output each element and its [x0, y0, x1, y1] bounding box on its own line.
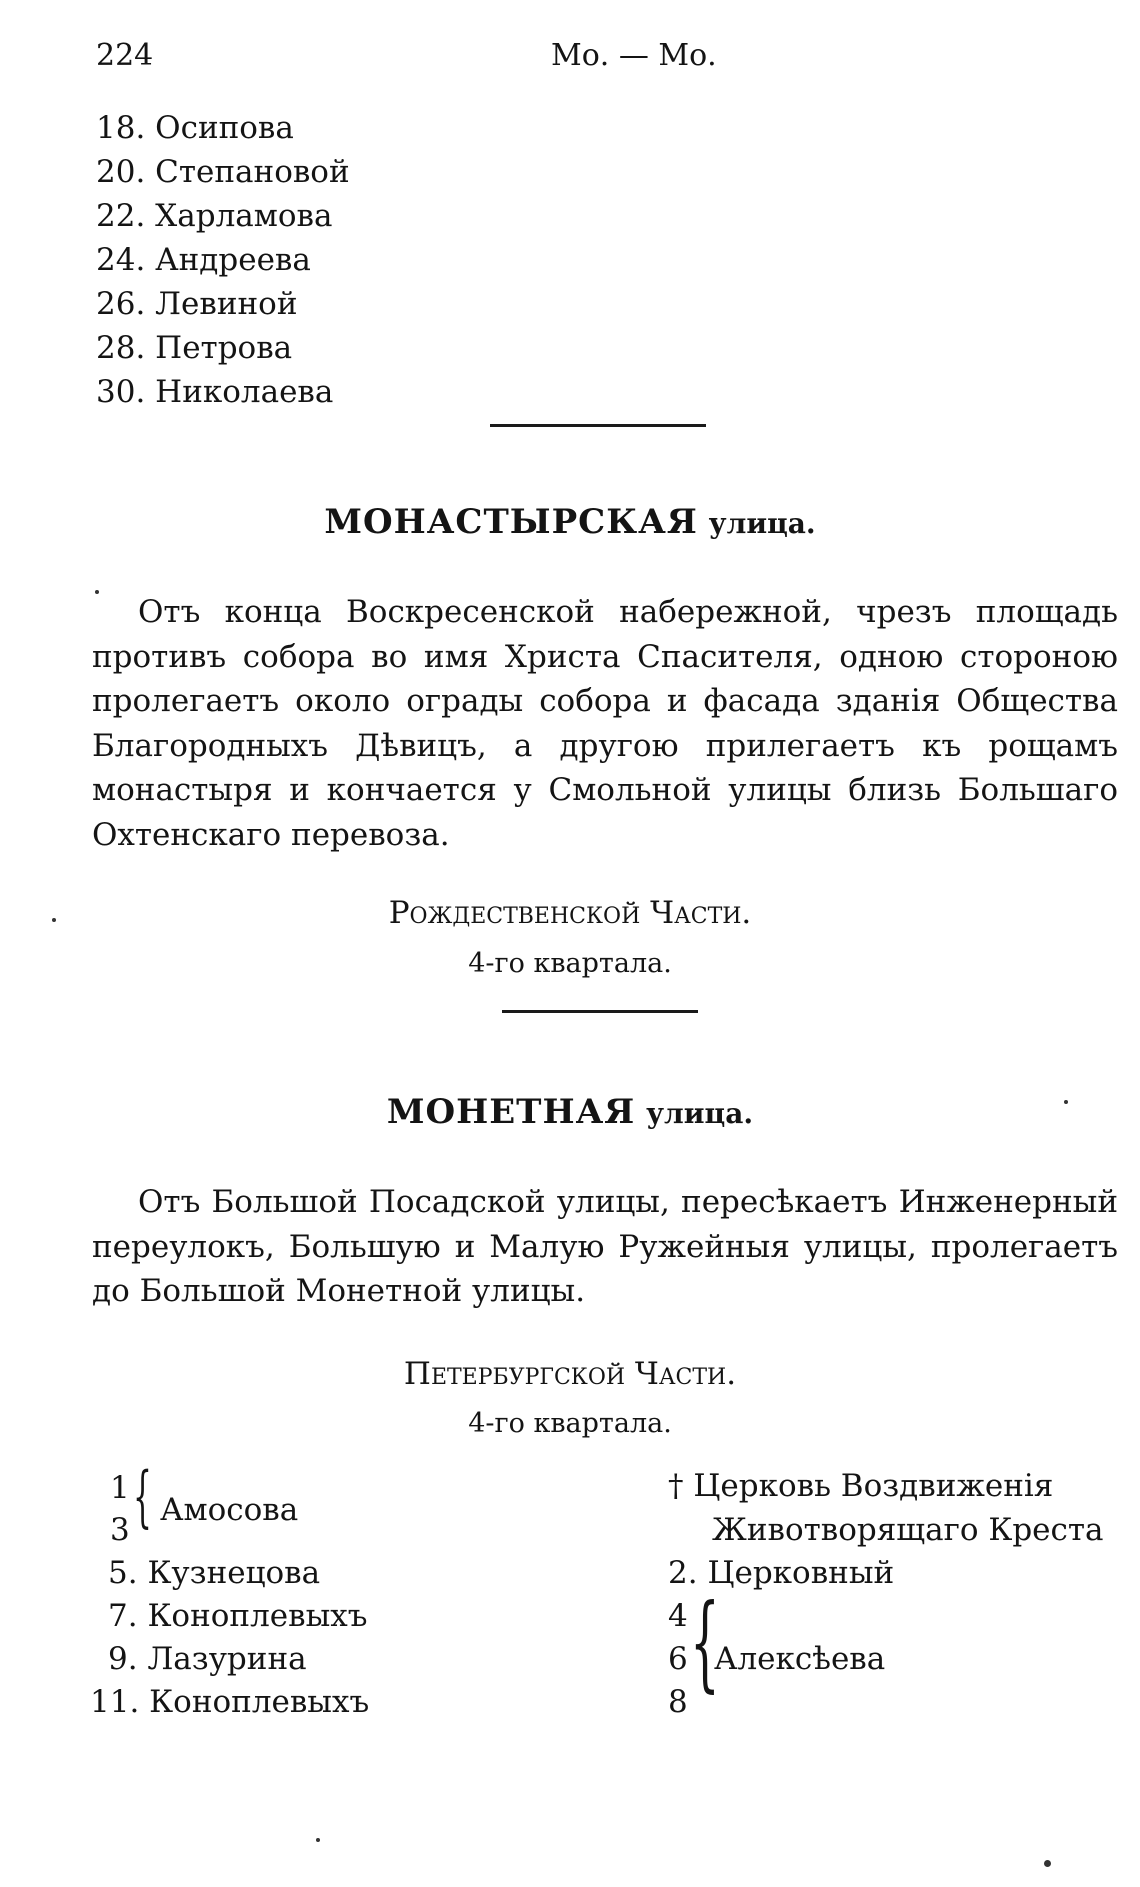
page-number: 224	[96, 38, 154, 73]
list-item	[96, 374, 333, 410]
street-heading	[0, 502, 1140, 542]
page-header	[96, 38, 1080, 88]
house-number: 3	[110, 1512, 130, 1548]
street-description: Отъ Большой Посадской улицы, пересѣкаетъ Инженерный переулокъ, Большую и Малую Ружейныя улицы, пролегаетъ до Большой Монетной улицы.	[92, 1184, 1118, 1309]
section-divider	[490, 424, 706, 427]
house-number: 2.	[668, 1555, 698, 1591]
owner-name: Николаева	[155, 374, 334, 410]
owner-name: Левиной	[155, 286, 298, 322]
brace-symbol: {	[690, 1581, 720, 1703]
church-name: Церковь Воздвиженія	[693, 1468, 1054, 1504]
house-number: 6	[668, 1641, 688, 1677]
owner-name: Степановой	[155, 154, 350, 190]
list-item	[96, 154, 350, 190]
city-part: Рождественской Части.	[388, 895, 752, 931]
list-item	[90, 1684, 369, 1720]
running-head: Мо. — Мо.	[551, 38, 717, 73]
owner-name: Лазурина	[147, 1641, 307, 1677]
owner-name: Андреева	[155, 242, 311, 278]
street-suffix: улица.	[708, 507, 816, 540]
church-cross-icon: †	[668, 1468, 684, 1504]
quarter: 4-го квартала.	[468, 948, 672, 979]
street-suffix: улица.	[646, 1097, 754, 1130]
owner-name: Амосова	[160, 1492, 299, 1528]
list-item	[96, 110, 294, 146]
owner-name: Церковный	[707, 1555, 895, 1591]
section-divider	[502, 1010, 698, 1013]
owner-name: Кузнецова	[147, 1555, 321, 1591]
scan-speck	[1064, 1100, 1068, 1104]
church-name-continued: Животворящаго Креста	[712, 1512, 1104, 1548]
street-description: Отъ конца Воскресенской набережной, чрезъ площадь противъ собора во имя Христа Спасителя, одною стороною пролегаетъ около ограды собора и фасада зданія Общества Благородныхъ Дѣвицъ, а другою прилегаетъ къ рощамъ монастыря и кончается у Смольной улицы близь Большаго Охтенскаго перевоза.	[92, 594, 1118, 853]
house-number: 1	[110, 1470, 130, 1506]
scan-speck	[316, 1838, 320, 1842]
owner-name: Коноплевыхъ	[149, 1684, 370, 1720]
street-name: МОНЕТНАЯ	[386, 1092, 636, 1132]
church-entry	[668, 1468, 1053, 1504]
house-number: 20.	[96, 154, 146, 190]
list-item	[96, 286, 298, 322]
house-number: 7.	[108, 1598, 138, 1634]
house-number: 22.	[96, 198, 146, 234]
scan-speck	[1044, 1860, 1051, 1867]
brace-symbol: {	[133, 1458, 152, 1535]
owner-name: Осипова	[155, 110, 294, 146]
house-number: 26.	[96, 286, 146, 322]
house-number: 18.	[96, 110, 146, 146]
city-part: Петербургской Части.	[403, 1356, 737, 1392]
list-item	[108, 1641, 307, 1677]
owner-name: Петрова	[155, 330, 293, 366]
owner-name: Коноплевыхъ	[147, 1598, 368, 1634]
list-item	[108, 1598, 367, 1634]
house-number: 30.	[96, 374, 146, 410]
quarter: 4-го квартала.	[468, 1408, 672, 1439]
house-number: 5.	[108, 1555, 138, 1591]
list-item	[96, 242, 311, 278]
street-name: МОНАСТЫРСКАЯ	[324, 502, 698, 542]
owner-name: Харламова	[155, 198, 333, 234]
house-number: 4	[668, 1598, 688, 1634]
scan-speck	[52, 918, 56, 922]
house-number: 9.	[108, 1641, 138, 1677]
list-item	[96, 198, 332, 234]
house-number: 28.	[96, 330, 146, 366]
house-number: 11.	[90, 1684, 140, 1720]
list-item	[108, 1555, 320, 1591]
street-heading	[0, 1092, 1140, 1132]
house-number: 24.	[96, 242, 146, 278]
list-item	[96, 330, 292, 366]
owner-name: Алексѣева	[714, 1641, 886, 1677]
scan-speck	[95, 590, 99, 594]
house-number: 8	[668, 1684, 688, 1720]
